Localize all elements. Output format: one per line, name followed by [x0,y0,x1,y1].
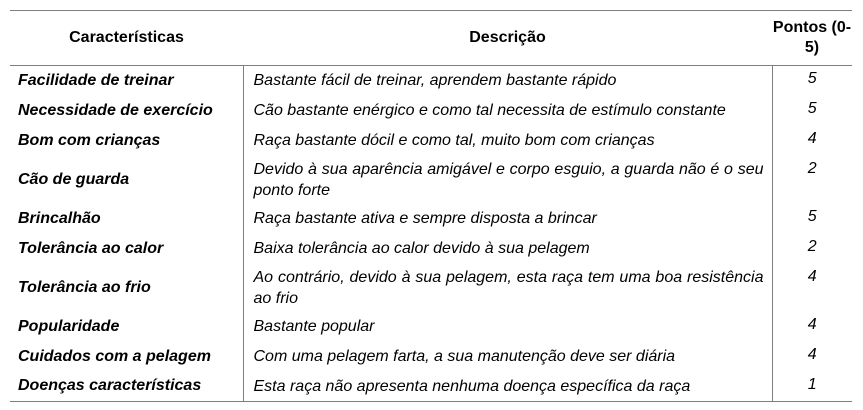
description-cell: Bastante fácil de treinar, aprendem bastante rápido [243,66,772,96]
points-cell: 4 [807,129,817,147]
feature-cell: Brincalhão [18,209,101,227]
table-row [10,204,852,234]
feature-cell: Cuidados com a pelagem [18,347,211,365]
table-row [10,312,852,342]
description-cell: Com uma pelagem farta, a sua manutenção deve ser diária [243,342,772,372]
points-cell: 4 [807,345,817,363]
feature-cell: Bom com crianças [18,131,161,149]
feature-cell: Tolerância ao calor [18,239,164,257]
table-row [10,156,852,204]
feature-cell: Necessidade de exercício [18,101,213,119]
table-row [10,126,852,156]
header-description: Descrição [243,11,772,66]
points-cell: 1 [772,372,852,402]
points-cell: 2 [807,237,817,255]
feature-cell: Doenças características [10,372,243,402]
description-cell: Raça bastante ativa e sempre disposta a brincar [243,204,772,234]
table-row [10,66,852,96]
table-row [10,342,852,372]
description-cell: Bastante popular [243,312,772,342]
description-cell: Esta raça não apresenta nenhuma doença específica da raça [243,372,772,402]
header-points: Pontos (0-5) [772,11,852,66]
points-cell: 2 [807,159,817,177]
points-cell: 4 [807,315,817,333]
characteristics-table-container [10,10,852,402]
points-cell: 4 [807,267,817,285]
description-cell: Ao contrário, devido à sua pelagem, esta raça tem uma boa resistência ao frio [243,264,772,312]
feature-cell: Cão de guarda [18,170,130,188]
points-cell: 5 [807,99,817,117]
description-cell: Raça bastante dócil e como tal, muito bom com crianças [243,126,772,156]
table-row [10,372,852,402]
points-cell: 5 [807,70,817,87]
feature-cell: Tolerância ao frio [18,278,151,296]
header-row [10,11,852,66]
characteristics-table [10,10,852,402]
header-characteristics: Características [10,11,243,66]
description-cell: Baixa tolerância ao calor devido à sua pelagem [243,234,772,264]
table-row [10,96,852,126]
table-row [10,264,852,312]
points-cell: 5 [807,207,817,225]
feature-cell: Popularidade [18,317,120,335]
description-cell: Devido à sua aparência amigável e corpo esguio, a guarda não é o seu ponto forte [243,156,772,204]
description-cell: Cão bastante enérgico e como tal necessita de estímulo constante [243,96,772,126]
feature-cell: Facilidade de treinar [18,71,174,89]
table-row [10,234,852,264]
